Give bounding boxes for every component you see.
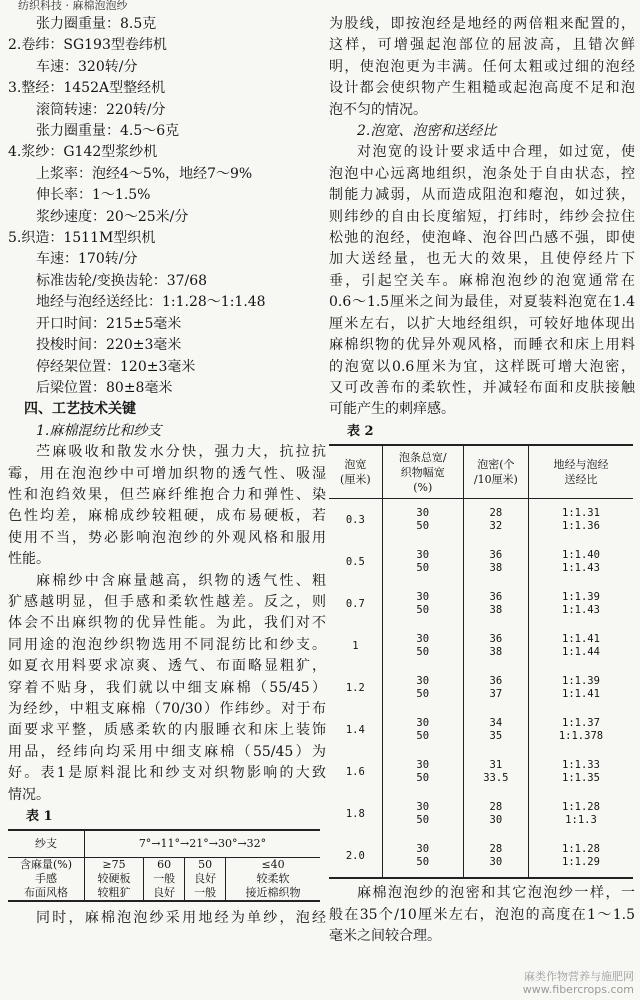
text-line: 明，使泡泡更为丰满。任何太粗或过细的泡经 [329, 58, 635, 75]
table2-value: 1:1.41 [562, 688, 600, 701]
table2-body [329, 499, 633, 879]
text-line: 伸长率：1～1.5% [36, 187, 151, 204]
text-line: 为股线，即按泡经是地经的两倍粗来配置的， [329, 16, 635, 32]
table2-pct-cell [382, 583, 463, 625]
text-line: 用品，经纬向均采用中细支麻棉（55/45）为 [8, 743, 326, 760]
text-line: 滚筒转速：220转/分 [36, 101, 166, 118]
text-line: 霉，用在泡泡纱中可增加织物的透气性、吸湿 [8, 465, 326, 482]
text-line: 加大送经量，也无大的效果，且使停经片下 [329, 251, 635, 268]
table2-dens-cell [463, 583, 528, 625]
table2-width-cell: 1 [352, 639, 359, 652]
text-line: 则纬纱的自由长度缩短，打纬时，纬纱会拉住 [329, 208, 635, 225]
table1-cell-line: 较粗犷 [97, 886, 131, 900]
text-line: 投梭时间：220±3毫米 [36, 337, 182, 354]
table2-width-cell: 0.3 [345, 513, 365, 526]
table-2 [329, 444, 633, 879]
left-tail-line: 同时，麻棉泡泡纱采用地经为单纱，泡经 [36, 910, 326, 927]
text-line: 为经纱，中粗支麻棉（70/30）作纬纱。对于布 [8, 701, 326, 717]
text-line: 泡泡中心远离地组织，泡条处于自由状态，控 [329, 165, 635, 182]
table2-ratio-cell [528, 583, 633, 625]
table1-label-line: 手感 [35, 872, 57, 886]
text-line: 又可改善布的柔软性，并减轻布面和皮肤接触 [329, 379, 635, 396]
text-line: 3.整经：1452A型整经机 [8, 80, 166, 97]
watermark-title: 麻类作物营养与施肥网 [524, 970, 634, 983]
table2-value: 31 [489, 759, 503, 772]
table2-value: 30 [489, 814, 503, 827]
table2-value: 37 [489, 688, 503, 701]
table2-dens-cell [463, 541, 528, 583]
text-line: 5.织造：1511M型织机 [8, 230, 156, 247]
table2-dens-cell [463, 793, 528, 835]
text-line: 使用不当，势必影响泡泡纱的外观风格和服用 [8, 529, 326, 546]
text-line: 如夏衣用料要求凉爽、透气、布面略显粗犷， [8, 658, 326, 675]
table2-pct-cell [382, 499, 463, 542]
text-line: 0.6～1.5厘米之间为最佳，对夏装料泡宽在1.4 [329, 294, 635, 311]
text-line: 标准齿轮/变换齿轮：37/68 [36, 272, 208, 289]
table2-value: 36 [489, 591, 503, 604]
text-line: 性能。 [8, 551, 50, 568]
table2-ratio-cell [528, 793, 633, 835]
text-line: 麻棉纱中含麻量越高，织物的透气性、粗 [36, 572, 326, 589]
table2-header-line: 送经比 [564, 473, 598, 487]
table2-row [329, 583, 633, 625]
right-text-block [329, 14, 635, 421]
text-line: 后梁位置：80±8毫米 [36, 379, 173, 396]
text-line: 2.泡宽、泡密和送经比 [357, 123, 497, 140]
table2-row [329, 793, 633, 835]
table2-pct-cell [382, 835, 463, 878]
table2-value: 28 [489, 507, 503, 520]
table2-ratio-cell [528, 835, 633, 878]
text-line: 色性均差，麻棉成纱较粗硬，成布易硬板，若 [8, 508, 326, 525]
text-line: 苎麻吸收和散发水分快，强力大，抗拉抗 [36, 444, 326, 461]
text-line: 体会不出麻织物的优异性能。为此，我们对不 [8, 615, 326, 632]
table2-width-cell: 1.2 [345, 681, 365, 694]
table2-pct-cell [382, 751, 463, 793]
table2-value: 1:1.31 [562, 507, 600, 520]
text-line: 性和泡绉效果，但苎麻纤维抱合力和弹性、染 [8, 486, 326, 503]
text-line: 麻棉织物的优异外观风格，而睡衣和床上用料 [329, 337, 635, 354]
table1-cell [185, 858, 226, 902]
table2-value: 1:1.39 [562, 675, 600, 688]
table2-value: 38 [489, 562, 503, 575]
text-line: 毫米之间较合理。 [329, 927, 441, 944]
table1-row-label [8, 858, 85, 902]
table2-value: 36 [489, 675, 503, 688]
table2-value: 1:1.36 [562, 520, 600, 533]
text-line: 可能产生的刺痒感。 [329, 401, 455, 418]
table2-row [329, 709, 633, 751]
table1-label-line: 含麻量(%) [19, 858, 73, 872]
right-column [329, 14, 635, 947]
text-line: 同用途的泡泡纱织物选用不同混纺比和纱支。 [8, 636, 326, 653]
table2-value: 30 [489, 856, 503, 869]
table2-pct-cell [382, 667, 463, 709]
table1-cell [226, 858, 320, 902]
text-line: 制能力减弱，从而造成阻泡和瘪泡，如过狭， [329, 187, 635, 204]
watermark-url: www.fibercrops.com [522, 983, 634, 996]
table2-row [329, 625, 633, 667]
table2-header-row [329, 445, 633, 499]
table2-ratio-cell [528, 499, 633, 542]
table2-value: 1:1.43 [562, 604, 600, 617]
text-line: 犷感越明显，但手感和柔软性越差。反之，则 [8, 593, 326, 610]
table2-value: 1:1.28 [562, 801, 600, 814]
table2-value: 50 [416, 688, 430, 701]
table2-value: 30 [416, 591, 430, 604]
table2-value: 1:1.29 [562, 856, 600, 869]
table2-value: 36 [489, 549, 503, 562]
table1-cell-line: 较柔软 [256, 872, 290, 886]
text-line: 麻棉泡泡纱的泡密和其它泡泡纱一样，一 [357, 885, 635, 902]
running-header: 纺织科技 · 麻棉泡泡纱 [18, 0, 128, 12]
table2-value: 1:1.37 [562, 717, 600, 730]
table2-width-cell: 1.4 [345, 723, 365, 736]
table2-value: 50 [416, 772, 430, 785]
table2-value: 50 [416, 520, 430, 533]
table2-value: 38 [489, 604, 503, 617]
table2-value: 28 [489, 801, 503, 814]
text-line: 张力圈重量：8.5克 [36, 16, 157, 32]
table1-cell-line: 一般 [153, 872, 176, 886]
table2-width-cell: 0.7 [345, 597, 365, 610]
text-line: 地经与泡经送经比：1:1.28～1:1.48 [36, 294, 266, 311]
left-text-block [8, 14, 326, 806]
table2-value: 1:1.28 [562, 843, 600, 856]
table2-value: 35 [489, 730, 503, 743]
table2-value: 1:1.41 [562, 633, 600, 646]
text-line: 般在35个/10厘米左右，泡泡的高度在1～1.5 [329, 906, 635, 923]
table2-value: 1:1.40 [562, 549, 600, 562]
table2-ratio-cell [528, 709, 633, 751]
table2-caption: 表 2 [347, 423, 374, 439]
text-line: 开口时间：215±5毫米 [36, 315, 182, 332]
table2-value: 50 [416, 604, 430, 617]
text-line: 2.卷纬：SG193型卷纬机 [8, 37, 167, 54]
table2-value: 38 [489, 646, 503, 659]
table1-yarn-value: 7°→11°→21°→30°→32° [85, 830, 321, 858]
right-tail-block [329, 883, 635, 947]
table1-cell-line: 60 [157, 858, 172, 872]
table2-value: 33.5 [483, 772, 509, 785]
table2-width-cell: 1.6 [345, 765, 365, 778]
table2-dens-cell [463, 835, 528, 878]
table2-ratio-cell [528, 541, 633, 583]
table2-value: 50 [416, 730, 430, 743]
left-column [8, 14, 326, 930]
table2-header-line: 泡条总宽/ [398, 450, 447, 464]
table1-cell-line: 接近棉织物 [245, 886, 301, 900]
table2-header-line: 织物幅宽 [400, 465, 445, 479]
table-1 [8, 829, 320, 902]
text-line: 厘米左右，以扩大地经组织，可较好地体现出 [329, 315, 635, 332]
table1-cell-line: ≤40 [261, 858, 285, 872]
table2-value: 1:1.3 [565, 814, 597, 827]
table2-width-cell: 0.5 [345, 555, 365, 568]
table2-value: 36 [489, 633, 503, 646]
text-line: 停经架位置：120±3毫米 [36, 358, 196, 375]
table2-ratio-cell [528, 625, 633, 667]
table2-row [329, 751, 633, 793]
text-line: 情况。 [8, 786, 50, 803]
text-line: 4.浆纱：G142型浆纱机 [8, 144, 158, 161]
table2-value: 32 [489, 520, 503, 533]
text-line: 上浆率：泡经4～5%，地经7～9% [36, 165, 253, 182]
table2-width-cell: 1.8 [345, 807, 365, 820]
table2-header-line: (厘米) [340, 473, 371, 487]
table2-value: 50 [416, 646, 430, 659]
table2-value: 1:1.43 [562, 562, 600, 575]
table1-cell-line: 50 [198, 858, 213, 872]
text-line: 这样，可增强起泡部位的屈波高，且错次鲜 [329, 37, 635, 54]
table2-header-cell [329, 445, 382, 499]
table2-value: 30 [416, 717, 430, 730]
table2-width-cell: 2.0 [329, 835, 382, 878]
table2-value: 30 [416, 633, 430, 646]
table2-value: 1:1.44 [562, 646, 600, 659]
table2-value: 50 [416, 562, 430, 575]
table2-header-line: 泡宽 [344, 458, 367, 472]
text-line: 车速：170转/分 [36, 251, 138, 268]
table2-dens-cell [463, 709, 528, 751]
table2-value: 30 [416, 675, 430, 688]
table2-dens-cell [463, 667, 528, 709]
text-line: 好。表1是原料混比和纱支对织物影响的大致 [8, 765, 326, 782]
table2-dens-cell [463, 751, 528, 793]
table2-header-line: /10厘米) [473, 473, 518, 487]
table2-value: 30 [416, 801, 430, 814]
table2-pct-cell [382, 541, 463, 583]
text-line: 的泡宽以0.6厘米为宜，这样既可增大泡密， [329, 358, 635, 375]
text-line: 垂，引起空关车。麻棉泡泡纱的泡宽通常在 [329, 272, 635, 289]
table2-header-cell [382, 445, 463, 499]
table2-dens-cell [463, 499, 528, 542]
table2-row [329, 667, 633, 709]
text-line: 泡不匀的情况。 [329, 101, 427, 118]
table2-value: 30 [416, 843, 430, 856]
text-line: 对泡宽的设计要求适中合理，如过宽，使 [357, 144, 635, 161]
table2-row [329, 835, 633, 878]
table2-row [329, 499, 633, 542]
text-line: 松弛的泡经，使泡峰、泡谷凹凸感不强，即使 [329, 230, 635, 247]
table2-value: 1:1.35 [562, 772, 600, 785]
table1-cell-line: 较硬板 [97, 872, 131, 886]
text-line: 面要求平整，质感柔软的内服睡衣和床上装饰 [8, 722, 326, 739]
table2-value: 28 [489, 843, 503, 856]
table2-header-line: 地经与泡经 [553, 458, 609, 472]
table2-value: 50 [416, 814, 430, 827]
text-line: 车速：320转/分 [36, 58, 138, 75]
table2-value: 1:1.39 [562, 591, 600, 604]
table2-value: 34 [489, 717, 503, 730]
text-line: 浆纱速度：20～25米/分 [36, 208, 189, 225]
table2-pct-cell [382, 709, 463, 751]
table2-header-line: (%) [413, 480, 433, 494]
table2-ratio-cell [528, 751, 633, 793]
table1-cell-line: ≥75 [102, 858, 126, 872]
table1-caption: 表 1 [26, 809, 53, 825]
text-line: 四、工艺技术关键 [24, 401, 136, 418]
table1-label-line: 布面风格 [24, 886, 68, 900]
text-line: 1.麻棉混纺比和纱支 [36, 422, 162, 439]
table2-value: 30 [416, 759, 430, 772]
text-line: 设计都会使织物产生粗糙或起泡高度不足和泡 [329, 80, 635, 97]
table2-ratio-cell [528, 667, 633, 709]
table1-cell-line: 一般 [194, 886, 217, 900]
text-line: 张力圈重量：4.5～6克 [36, 123, 180, 140]
table1-cell [144, 858, 185, 902]
table2-header-cell [463, 445, 528, 499]
table2-value: 1:1.33 [562, 759, 600, 772]
table2-value: 1:1.378 [558, 730, 604, 743]
table1-yarn-label: 纱支 [8, 830, 85, 858]
table2-header-cell [528, 445, 633, 499]
table1-cell [85, 858, 144, 902]
table2-dens-cell [463, 625, 528, 667]
table2-pct-cell [382, 625, 463, 667]
table2-pct-cell [382, 793, 463, 835]
table2-row [329, 541, 633, 583]
table2-value: 50 [416, 856, 430, 869]
table2-value: 30 [416, 507, 430, 520]
table2-value: 30 [416, 549, 430, 562]
table1-cell-line: 良好 [153, 886, 176, 900]
text-line: 穿着不贴身，我们就以中细支麻棉（55/45） [8, 679, 326, 696]
table2-header-line: 泡密(个 [477, 458, 515, 472]
table1-cell-line: 良好 [194, 872, 217, 886]
